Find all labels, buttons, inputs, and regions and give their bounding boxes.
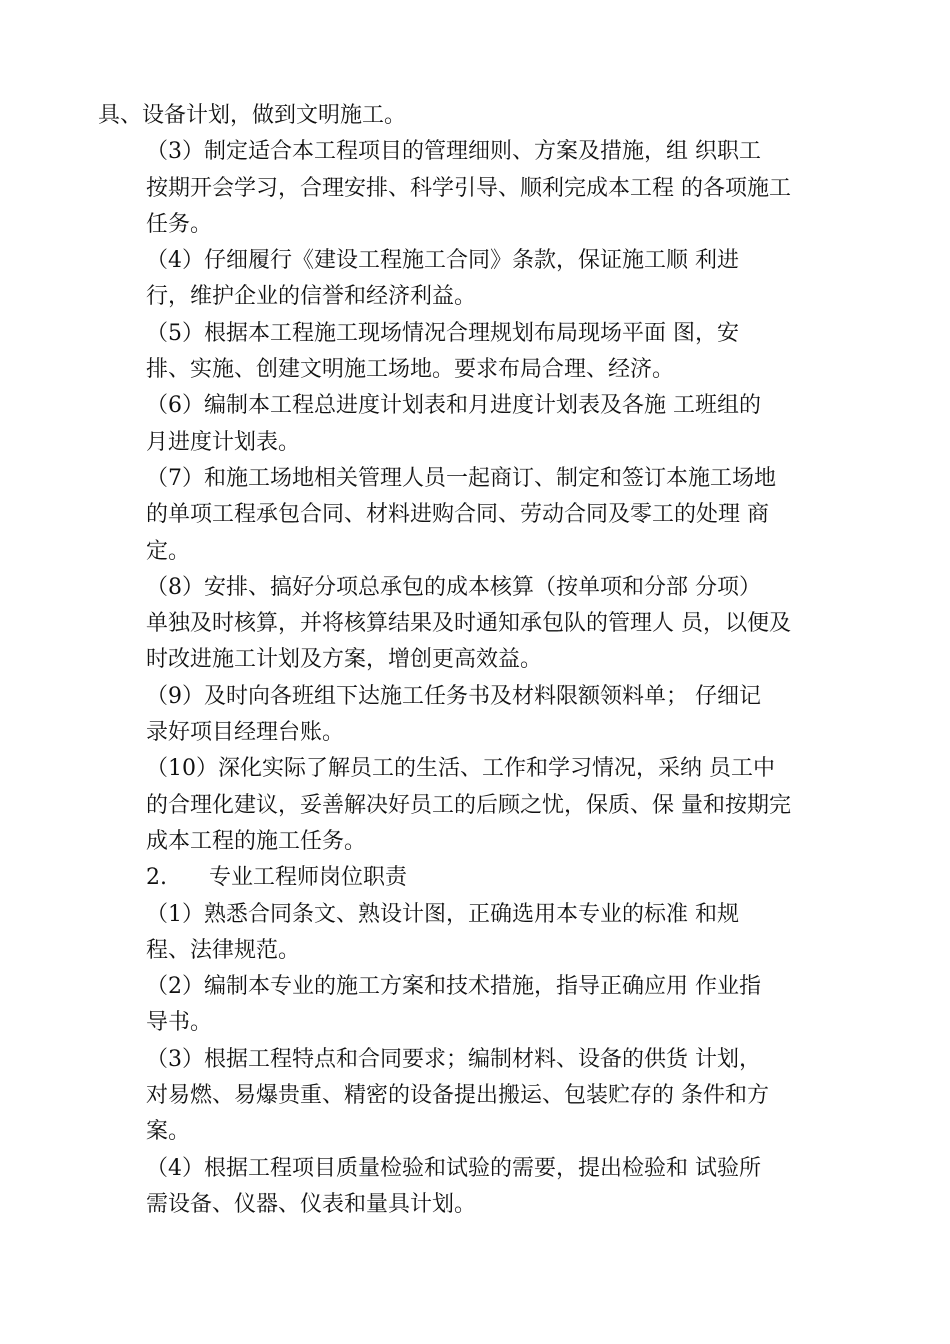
- text-line: 案。: [146, 1119, 191, 1145]
- text-line: 的单项工程承包合同、材料进购合同、劳动合同及零工的处理 商: [146, 502, 769, 528]
- text-line: （8）安排、搞好分项总承包的成本核算（按单项和分部 分项）: [146, 574, 761, 600]
- text-line: 成本工程的施工任务。: [146, 828, 367, 854]
- paragraph: [98, 98, 846, 134]
- text-line: （9）及时向各班组下达施工任务书及材料限额领料单； 仔细记: [146, 683, 761, 709]
- text-line: 的合理化建议，妥善解决好员工的后顾之忧，保质、保 量和按期完: [146, 792, 791, 818]
- text-line: 录好项目经理台账。: [146, 720, 345, 746]
- text-line: 月进度计划表。: [146, 429, 301, 455]
- text-line: 按期开会学习，合理安排、科学引导、顺利完成本工程 的各项施工: [146, 175, 791, 201]
- text-line: （10）深化实际了解员工的生活、工作和学习情况，采纳 员工中: [146, 756, 775, 782]
- text-line: 对易燃、易爆贵重、精密的设备提出搬运、包装贮存的 条件和方: [146, 1083, 769, 1109]
- paragraph: [98, 969, 846, 1042]
- paragraph: [98, 316, 846, 389]
- text-line: 程、法律规范。: [146, 937, 301, 963]
- paragraph: [98, 1151, 846, 1224]
- paragraph: [98, 134, 846, 243]
- paragraph: [98, 679, 846, 752]
- text-line: （4）根据工程项目质量检验和试验的需要，提出检验和 试验所: [146, 1155, 761, 1181]
- text-line: 排、实施、创建文明施工场地。要求布局合理、经济。: [146, 357, 675, 383]
- text-line: 单独及时核算，并将核算结果及时通知承包队的管理人 员，以便及: [146, 611, 791, 637]
- text-line: 任务。: [146, 211, 213, 237]
- text-line: 时改进施工计划及方案，增创更高效益。: [146, 647, 543, 673]
- text-line: 2. 专业工程师岗位职责: [146, 865, 407, 891]
- paragraph: [98, 570, 846, 679]
- paragraph: [98, 388, 846, 461]
- paragraph: [98, 1042, 846, 1151]
- text-line: （5）根据本工程施工现场情况合理规划布局现场平面 图，安: [146, 320, 739, 346]
- text-line: （7）和施工场地相关管理人员一起商订、制定和签订本施工场地: [146, 465, 776, 491]
- paragraph: [98, 461, 846, 570]
- text-line: （4）仔细履行《建设工程施工合同》条款，保证施工顺 利进: [146, 248, 739, 274]
- paragraph: [98, 751, 846, 860]
- text-line: 具、设备计划，做到文明施工。: [98, 103, 407, 128]
- text-line: （6）编制本工程总进度计划表和月进度计划表及各施 工班组的: [146, 393, 761, 419]
- text-line: （3）制定适合本工程项目的管理细则、方案及措施，组 织职工: [146, 139, 761, 165]
- text-line: （1）熟悉合同条文、熟设计图，正确选用本专业的标准 和规: [146, 901, 739, 927]
- text-line: 行，维护企业的信誉和经济利益。: [146, 284, 477, 310]
- text-line: 定。: [146, 538, 191, 564]
- paragraph: [98, 243, 846, 316]
- section-heading: [98, 860, 846, 896]
- document-page: [98, 98, 846, 1223]
- text-line: （3）根据工程特点和合同要求；编制材料、设备的供货 计划，: [146, 1046, 761, 1072]
- paragraph: [98, 897, 846, 970]
- text-line: 需设备、仪器、仪表和量具计划。: [146, 1191, 477, 1217]
- text-line: 导书。: [146, 1010, 213, 1036]
- text-line: （2）编制本专业的施工方案和技术措施，指导正确应用 作业指: [146, 974, 761, 1000]
